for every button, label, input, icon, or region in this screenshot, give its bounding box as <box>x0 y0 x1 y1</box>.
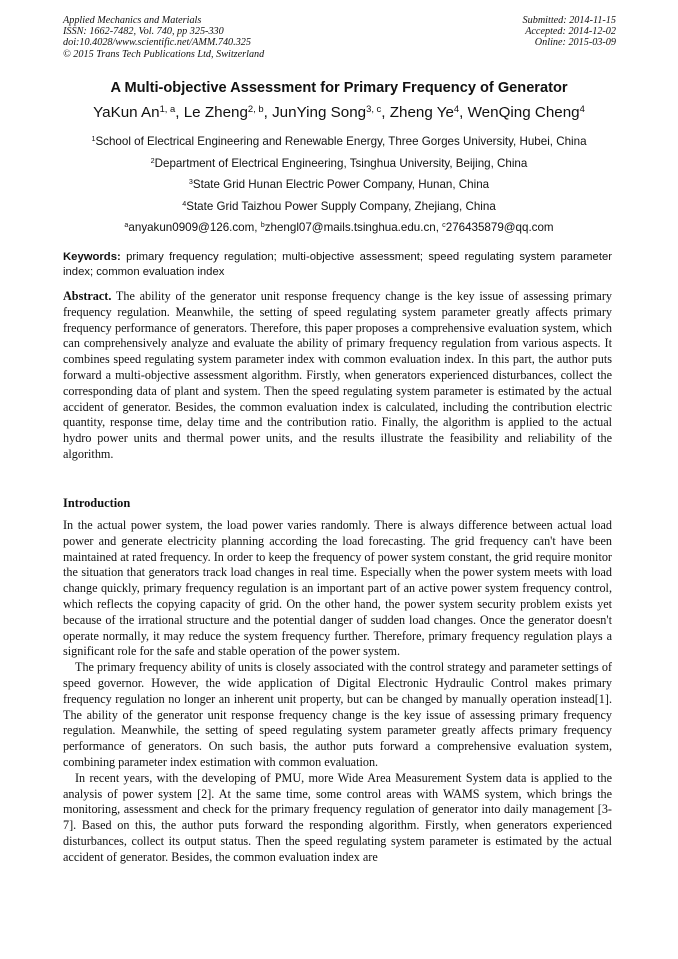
keywords-text: primary frequency regulation; multi-objective assessment; speed regulating system parameter index; common evaluation index <box>63 251 612 278</box>
affiliations <box>0 131 678 239</box>
submission-dates <box>523 15 616 49</box>
author-list: YaKun An$^{1, a}$, Le Zheng$^{2, b}$, JunYing Song$^{3, c}$, Zheng Ye$^4$, WenQing Cheng$^4$ <box>93 102 585 121</box>
paragraph: In the actual power system, the load power varies randomly. There is always difference between actual load power and generate electricity planning according the load forecasting. The grid frequency can't have been maintained at rated frequency. In order to keep the frequency of power system constant, the grid require monitor the situation that generators track load changes in real time. Especially when the power system meets with load change quickly, primary frequency regulation is an important part of an active power system frequency control, which reflects the copying capacity of grid. On the other hand, the power system security problem exists yet because of the irrational structure and the potential danger of sudden load changes. Once the generator doesn't operate normally, it may reduce the system frequency further. Therefore, primary frequency regulation plays a significant role for the safe and stable operation of the power system. <box>63 518 612 659</box>
affiliation <box>0 153 678 175</box>
affiliation-text: State Grid Taizhou Power Supply Company, Zhejiang, China <box>186 199 496 213</box>
author-name: Zheng Ye <box>389 104 454 121</box>
introduction-body <box>63 518 612 866</box>
email-link[interactable]: zhengl07@mails.tsinghua.edu.cn, <box>264 221 443 234</box>
online-date: Online: 2015-03-09 <box>534 37 616 49</box>
affiliation-sup: 3 <box>188 177 193 187</box>
journal-name: Applied Mechanics and Materials <box>63 15 202 26</box>
affiliation-text: State Grid Hunan Electric Power Company, Hunan, China <box>192 178 490 191</box>
affiliation <box>0 174 678 196</box>
accepted-date: Accepted: 2014-12-02 <box>525 26 616 38</box>
section-heading: Introduction <box>63 496 131 510</box>
author-sup: 4 <box>579 102 585 114</box>
email-link[interactable]: 276435879@qq.com <box>445 221 554 234</box>
author-name: Le Zheng <box>183 104 248 121</box>
affiliation-text: Department of Electrical Engineering, Tsinghua University, Beijing, China <box>154 156 528 170</box>
author-name: JunYing Song <box>272 104 367 121</box>
journal-info <box>63 15 264 60</box>
journal-issn: ISSN: 1662-7482, Vol. 740, pp 325-330 <box>63 26 224 38</box>
keywords-label: Keywords: <box>63 251 121 263</box>
author-name: WenQing Cheng <box>467 104 580 121</box>
abstract-text: The ability of the generator unit response frequency change is the key issue of assessing primary frequency regulation. Meanwhile, the setting of speed regulating system parameter greatly affects primary frequency performance of generators. Therefore, this paper proposes a comprehensive evaluation system, which can comprehensively analyze and evaluate the ability of primary frequency regulation from various aspects. It combines speed regulating system parameter index with common evaluation index. In this part, the author puts forward a multi-objective assessment algorithm. Firstly, when generators experienced disturbances, collect the corresponding data of plant and system. Then the speed regulating system parameter is estimated by the actual accident of generator. Besides, the common evaluation index is calculated, including the contribution electric quantity, response time, delay time and the contribution ratio. Finally, the algorithm is applied to the actual hydro power units and thermal power units, and the results illustrate the feasibility and reliability of the algorithm. <box>63 289 612 461</box>
author-sup: 2, b <box>247 102 264 114</box>
affiliation-sup: 2 <box>150 155 155 165</box>
abstract-label: Abstract. <box>63 289 112 303</box>
keywords <box>63 250 612 279</box>
paragraph: In recent years, with the developing of PMU, more Wide Area Measurement System data is applied to the analysis of power system [2]. At the same time, some control areas with WAMS system, which brings the monitoring, assessment and check for the primary frequency regulation of generator into daily management [3-7]. Based on this, the author puts forward the responding algorithm. Firstly, when generators experienced disturbances, collect its output status. Then the speed regulating system parameter is estimated by the actual accident of generator. Besides, the common evaluation index are <box>63 770 612 864</box>
affiliation <box>0 131 678 153</box>
affiliation-text: School of Electrical Engineering and Renewable Energy, Three Gorges University, Hubei, China <box>95 135 587 148</box>
abstract <box>63 289 612 463</box>
journal-doi[interactable]: doi:10.4028/www.scientific.net/AMM.740.325 <box>63 37 251 49</box>
author-name: YaKun An <box>93 104 160 121</box>
author-sup: 4 <box>453 102 460 114</box>
paragraph: The primary frequency ability of units is closely associated with the control strategy and parameter settings of speed governor. However, the wide application of Digital Electronic Hydraulic Control makes primary frequency regulation no longer an inherent unit property, but can be changed by manually operation instead[1]. The ability of the generator unit response frequency change is the key issue of assessing primary frequency regulation. Meanwhile, the setting of speed regulating system parameter greatly affects primary frequency performance of generators. On such basis, the author puts forward a comprehensive evaluation system, combining parameter index estimation with common evaluation. <box>63 660 612 769</box>
author-emails <box>0 217 678 239</box>
author-sup: 3, c <box>366 102 382 114</box>
email-sup: b <box>260 220 265 230</box>
email-sup: a <box>124 220 129 230</box>
author-sup: 1, a <box>159 102 176 114</box>
affiliation-sup: 4 <box>182 198 187 208</box>
submitted-date: Submitted: 2014-11-15 <box>522 15 616 26</box>
email-link[interactable]: anyakun0909@126.com, <box>128 221 261 234</box>
email-sup: c <box>442 220 446 230</box>
journal-copyright: © 2015 Trans Tech Publications Ltd, Switzerland <box>63 48 265 60</box>
affiliation <box>0 196 678 218</box>
affiliation-sup: 1 <box>91 134 96 144</box>
paper-title: A Multi-objective Assessment for Primary Frequency of Generator <box>110 80 568 96</box>
